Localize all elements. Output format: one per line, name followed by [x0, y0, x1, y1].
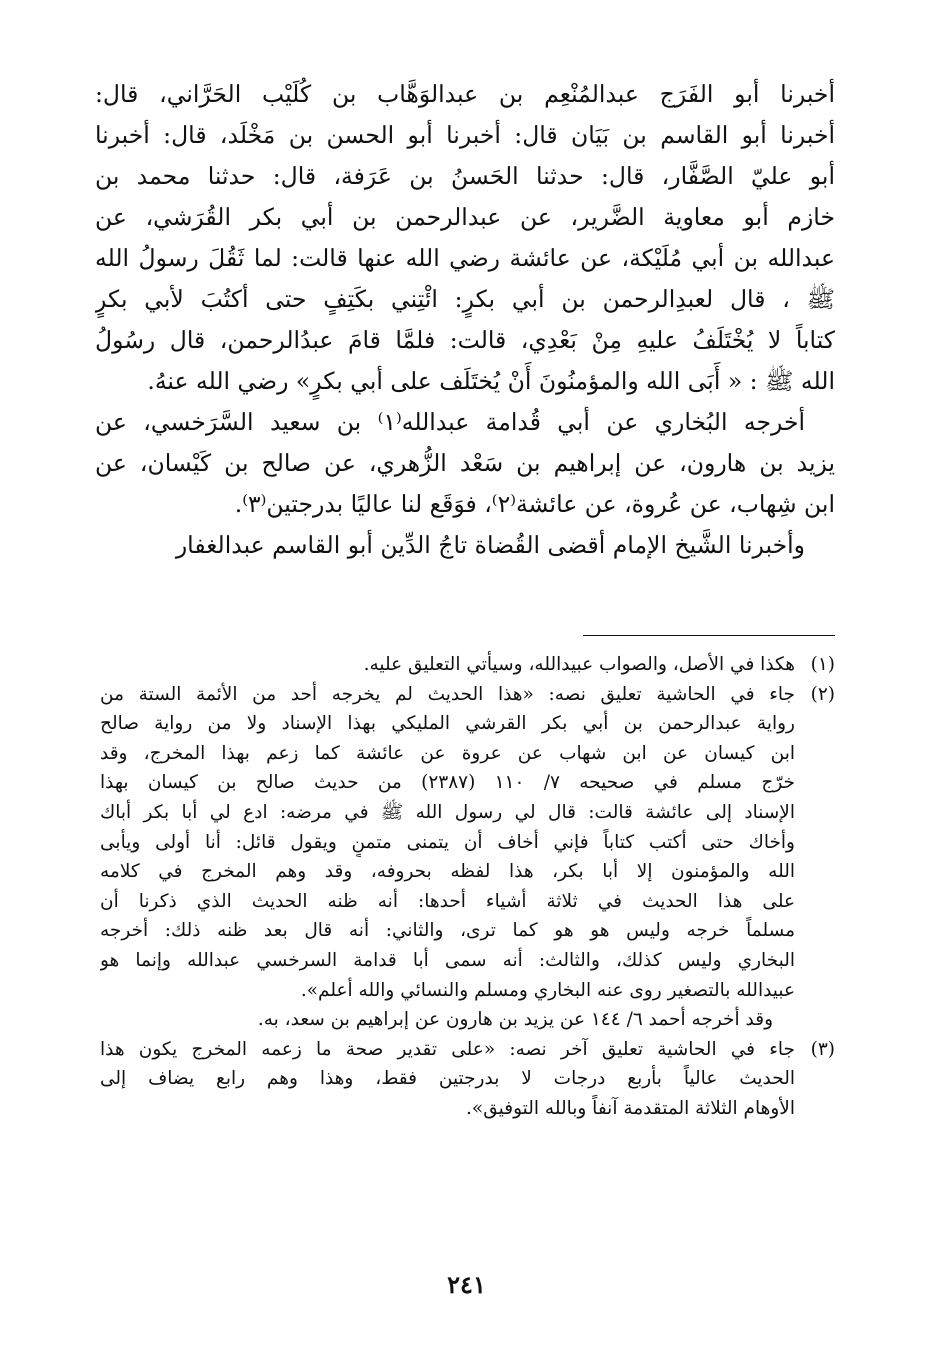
footnote-text: خرّج مسلم في صحيحه ٧/ ١١٠ (٢٣٨٧) من حديث صالح بن كيسان بهذا — [100, 772, 795, 794]
footnote-text: ابن كيسان عن ابن شهاب عن عروة عن عائشة كما زعم بهذا المخرج، وقد — [100, 742, 795, 764]
footnote-number: (٢) — [810, 683, 835, 705]
main-text-line: كتاباً لا يُخْتَلَفُ عليهِ مِنْ بَعْدِي، قالت: فلمَّا قامَ عبدُالرحمن، قال رسُولُ — [95, 326, 835, 354]
main-text-line: وأخبرنا الشَّيخ الإمام أقضى القُضاة تاجُ الدِّين أبو القاسم عبدالغفار — [175, 531, 805, 559]
main-text-line: أبو عليّ الصَّفَّار، قال: حدثنا الحَسنُ بن عَرَفة، قال: حدثنا محمد بن — [95, 162, 835, 190]
footnote-number: (١) — [810, 654, 835, 675]
footnote-text: جاء في الحاشية تعليق آخر نصه: «على تقدير صحة ما زعمه المخرج يكون هذا — [100, 1038, 795, 1060]
footnote-text: البخاري وليس كذلك، والثالث: أنه سمى أبا قدامة السرخسي عبدالله وإنما هو — [100, 949, 795, 971]
main-text-line: أخبرنا أبو الفَرَج عبدالمُنْعِم بن عبدالوَهَّاب بن كُلَيْب الحَرَّاني، قال: — [95, 80, 835, 108]
footnote-text: الله والمؤمنون إلا أبا بكر، هذا لفظه بحروفه، وقد وهم المخرج في كلامه — [100, 861, 795, 883]
main-text-line: أخبرنا أبو القاسم بن بَيَان قال: أخبرنا أبو الحسن بن مَخْلَد، قال: أخبرنا — [95, 121, 835, 149]
footnote-3 — [100, 1035, 835, 1065]
footnote-text: جاء في الحاشية تعليق نصه: «هذا الحديث لم يخرجه أحد من الأئمة الستة من — [100, 683, 795, 705]
footnote-text: الإسناد إلى عائشة قالت: قال لي رسول الله ﷺ في مرضه: ادع لي أبا بكر أباك — [100, 801, 796, 823]
page-number: ٢٤١ — [447, 1270, 486, 1299]
footnote-text: رواية عبدالرحمن بن أبي بكر القرشي المليكي بهذا الإسناد ولا من رواية صالح — [100, 713, 795, 735]
footnote-text: الحديث عالياً بأربع درجات لا بدرجتين فقط، وهذا وهم رابع يضاف إلى — [100, 1068, 795, 1090]
main-text-line: ﷺ ، قال لعبدِالرحمن بن أبي بكرٍ: ائْتِني بكَتِفٍ حتى أكتُبَ لأبي بكرٍ — [95, 285, 835, 313]
footnote-divider — [583, 635, 835, 636]
main-text-line: عبدالله بن أبي مُلَيْكة، عن عائشة رضي الله عنها قالت: لما ثَقُلَ رسولُ الله — [95, 244, 835, 272]
footnote-1 — [100, 650, 835, 680]
footnote-text: مسلماً خرجه وليس هو هو كما ترى، والثاني: أنه قال بعد ظنه ذلك: أخرجه — [100, 920, 795, 942]
footnote-text: وقد أخرجه أحمد ٦/ ١٤٤ عن يزيد بن هارون عن إبراهيم بن سعد، به. — [257, 1009, 773, 1031]
main-text-line: ابن شِهاب، عن عُروة، عن عائشة⁽٢⁾، فوَقَع لنا عاليًا بدرجتين⁽٣⁾. — [234, 490, 835, 518]
footnote-2 — [100, 680, 835, 710]
main-text-line: خازم أبو معاوية الضَّرير، عن عبدالرحمن بن أبي بكر القُرَشي، عن — [95, 203, 835, 231]
footnote-text: الأوهام الثلاثة المتقدمة آنفاً وبالله التوفيق». — [466, 1097, 795, 1119]
main-text-line: أخرجه البُخاري عن أبي قُدامة عبدالله⁽١⁾ بن سعيد السَّرَخسي، عن — [95, 408, 805, 436]
main-text — [95, 74, 835, 566]
main-text-line: الله ﷺ : « أَبَى الله والمؤمنُونَ أَنْ يُختَلَف على أبي بكرٍ» رضي الله عنهُ. — [147, 367, 835, 395]
footnote-number: (٣) — [810, 1038, 835, 1060]
footnote-text: على هذا الحديث في ثلاثة أشياء أحدها: أنه ظنه الحديث الذي ذكرنا أن — [100, 890, 795, 912]
footnote-text: وأخاك حتى أكتب كتاباً فإني أخاف أن يتمنى متمنٍ ويقول قائل: أنا أولى ويأبى — [100, 831, 795, 853]
main-text-line: يزيد بن هارون، عن إبراهيم بن سَعْد الزُّهري، عن صالح بن كَيْسان، عن — [95, 449, 835, 477]
footnotes — [100, 650, 835, 1124]
footnote-text: هكذا في الأصل، والصواب عبيدالله، وسيأتي التعليق عليه. — [363, 654, 795, 675]
footnote-text: عبيدالله بالتصغير روى عنه البخاري ومسلم والنسائي والله أعلم». — [300, 979, 795, 1001]
